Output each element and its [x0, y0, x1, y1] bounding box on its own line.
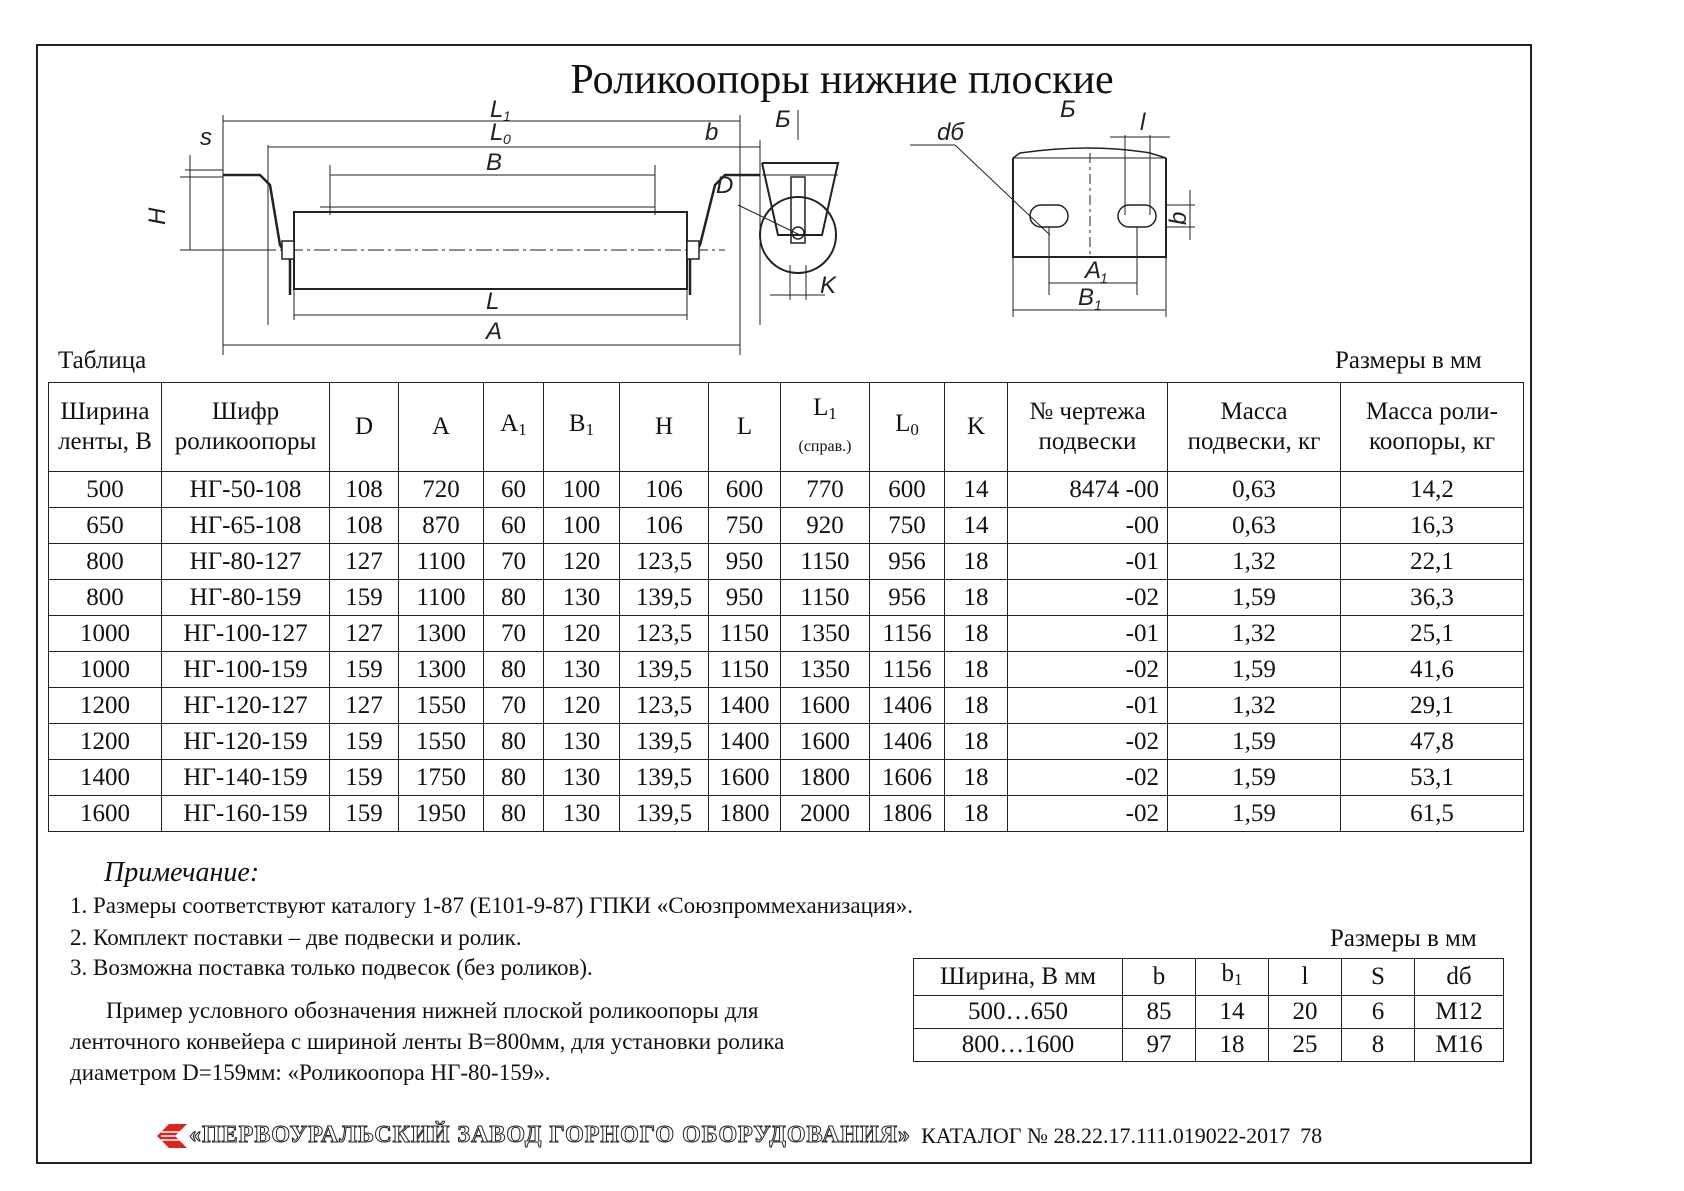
table-cell: 123,5 — [620, 544, 709, 580]
table-cell: 25 — [1269, 1029, 1342, 1062]
table-cell: 18 — [945, 544, 1008, 580]
table-cell: 8474 -00 — [1008, 472, 1168, 508]
detail-view — [910, 96, 1195, 317]
hanger-table — [913, 958, 1504, 1062]
table-cell: 1200 — [49, 688, 162, 724]
table-cell: 80 — [484, 724, 544, 760]
table-cell: 1100 — [399, 580, 484, 616]
table-cell: НГ-100-127 — [162, 616, 330, 652]
table-cell: 0,63 — [1168, 472, 1341, 508]
table-cell: 800…1600 — [914, 1029, 1123, 1062]
table-cell: 22,1 — [1341, 544, 1524, 580]
table-cell: 1100 — [399, 544, 484, 580]
table-cell: 25,1 — [1341, 616, 1524, 652]
table-cell: 650 — [49, 508, 162, 544]
table-cell: 1600 — [781, 688, 870, 724]
table-cell: 8 — [1342, 1029, 1415, 1062]
table-cell: 106 — [620, 472, 709, 508]
table-cell: 500…650 — [914, 996, 1123, 1029]
table-cell: 41,6 — [1341, 652, 1524, 688]
table-cell: 720 — [399, 472, 484, 508]
hanger-header-row: Ширина, В мм b $b_1$ l S dб — [914, 959, 1504, 996]
table-cell: -02 — [1008, 760, 1168, 796]
table-cell: -00 — [1008, 508, 1168, 544]
table-cell: 97 — [1123, 1029, 1196, 1062]
table-cell: 1000 — [49, 616, 162, 652]
dim-l0: L — [490, 119, 504, 146]
table-row — [49, 616, 1524, 652]
units-label: Размеры в мм — [1335, 347, 1482, 374]
table-cell: 47,8 — [1341, 724, 1524, 760]
note-title: Примечание: — [104, 857, 260, 888]
table-cell: 36,3 — [1341, 580, 1524, 616]
table-cell: 956 — [870, 544, 945, 580]
dim-belt-b: B — [486, 149, 503, 176]
table-cell: НГ-80-159 — [162, 580, 330, 616]
small-units-label: Размеры в мм — [1330, 925, 1477, 952]
table-cell: 1156 — [870, 652, 945, 688]
table-cell: 127 — [330, 688, 399, 724]
table-cell: 1,59 — [1168, 760, 1341, 796]
table-cell: 800 — [49, 580, 162, 616]
table-row — [914, 996, 1504, 1029]
table-cell: 1600 — [709, 760, 781, 796]
dim-a: A — [486, 318, 503, 345]
table-cell: 920 — [781, 508, 870, 544]
dim-k: K — [820, 272, 837, 299]
table-cell: 80 — [484, 580, 544, 616]
dim-d: D — [716, 172, 734, 199]
table-cell: 159 — [330, 724, 399, 760]
note-1: 1. Размеры соответствуют каталогу 1-87 (Е101-9-87) ГПКИ «Союзпроммеханизация». — [70, 893, 914, 918]
table-cell: 127 — [330, 544, 399, 580]
table-cell: 0,63 — [1168, 508, 1341, 544]
table-cell: 1,32 — [1168, 688, 1341, 724]
table-cell: 18 — [1196, 1029, 1269, 1062]
table-cell: 1800 — [709, 796, 781, 832]
footer — [155, 1122, 1322, 1149]
table-row — [49, 652, 1524, 688]
table-cell: 100 — [544, 472, 620, 508]
table-cell: 600 — [709, 472, 781, 508]
table-cell: -02 — [1008, 580, 1168, 616]
table-cell: 159 — [330, 580, 399, 616]
table-row — [914, 1029, 1504, 1062]
dim-l-small: l — [1140, 109, 1146, 136]
table-cell: 130 — [544, 652, 620, 688]
table-cell: -02 — [1008, 652, 1168, 688]
table-cell: 18 — [945, 724, 1008, 760]
table-cell: 1200 — [49, 724, 162, 760]
table-cell: 80 — [484, 760, 544, 796]
table-cell: 20 — [1269, 996, 1342, 1029]
svg-text:1: 1 — [1094, 297, 1102, 313]
table-cell: 1,32 — [1168, 544, 1341, 580]
catalog-number: КАТАЛОГ № 28.22.17.111.019022-2017 — [921, 1122, 1291, 1148]
table-cell: 800 — [49, 544, 162, 580]
dim-h: H — [144, 207, 171, 225]
svg-text:0: 0 — [503, 131, 511, 147]
table-cell: НГ-65-108 — [162, 508, 330, 544]
table-cell: 18 — [945, 616, 1008, 652]
table-header-row: Ширина ленты, В Шифр роликоопоры D A $A_1$ $B_1$ H L $L_1$ (справ.) $L_0$ K № чертежа подвески Масса подвески, кг Масса роли- коопоры, кг — [49, 383, 1524, 472]
table-cell: 14 — [945, 472, 1008, 508]
page-title: Роликоопоры нижние плоские — [570, 57, 1114, 103]
dim-b: b — [705, 119, 719, 146]
table-cell: 1300 — [399, 616, 484, 652]
table-cell: 1406 — [870, 688, 945, 724]
table-cell: 1950 — [399, 796, 484, 832]
table-cell: 123,5 — [620, 688, 709, 724]
table-cell: 120 — [544, 688, 620, 724]
table-cell: -01 — [1008, 616, 1168, 652]
table-cell: 14 — [1196, 996, 1269, 1029]
table-cell: 1400 — [709, 724, 781, 760]
table-cell: 1400 — [709, 688, 781, 724]
table-cell: НГ-160-159 — [162, 796, 330, 832]
side-view — [716, 106, 838, 300]
dim-db: dб — [937, 119, 964, 146]
table-cell: 770 — [781, 472, 870, 508]
table-cell: НГ-120-127 — [162, 688, 330, 724]
table-cell: 1606 — [870, 760, 945, 796]
table-cell: НГ-120-159 — [162, 724, 330, 760]
table-cell: 500 — [49, 472, 162, 508]
table-cell: 159 — [330, 652, 399, 688]
table-cell: 6 — [1342, 996, 1415, 1029]
table-cell: 1,59 — [1168, 652, 1341, 688]
table-cell: 29,1 — [1341, 688, 1524, 724]
company-name: «ПЕРВОУРАЛЬСКИЙ ЗАВОД ГОРНОГО ОБОРУДОВАНИЯ» — [189, 1122, 912, 1148]
table-cell: -02 — [1008, 796, 1168, 832]
table-cell: 1406 — [870, 724, 945, 760]
table-cell: 600 — [870, 472, 945, 508]
table-row — [49, 760, 1524, 796]
table-cell: 1,59 — [1168, 724, 1341, 760]
table-cell: 18 — [945, 580, 1008, 616]
table-cell: 1600 — [781, 724, 870, 760]
technical-drawing — [144, 95, 1270, 355]
table-cell: 127 — [330, 616, 399, 652]
table-cell: 139,5 — [620, 652, 709, 688]
table-cell: 1156 — [870, 616, 945, 652]
table-cell: 2000 — [781, 796, 870, 832]
table-cell: 1806 — [870, 796, 945, 832]
table-cell: 1300 — [399, 652, 484, 688]
table-cell: 120 — [544, 616, 620, 652]
table-cell: 61,5 — [1341, 796, 1524, 832]
table-cell: НГ-80-127 — [162, 544, 330, 580]
table-cell: 870 — [399, 508, 484, 544]
table-cell: -01 — [1008, 688, 1168, 724]
dim-s: s — [200, 124, 212, 151]
table-cell: 956 — [870, 580, 945, 616]
table-cell: 1350 — [781, 652, 870, 688]
table-row — [49, 580, 1524, 616]
table-cell: -02 — [1008, 724, 1168, 760]
table-cell: 139,5 — [620, 796, 709, 832]
svg-text:1: 1 — [1100, 270, 1108, 286]
note-2: 2. Комплект поставки – две подвески и ролик. — [70, 925, 522, 950]
table-cell: 1,59 — [1168, 796, 1341, 832]
table-cell: 60 — [484, 472, 544, 508]
table-cell: M16 — [1415, 1029, 1504, 1062]
table-cell: 159 — [330, 760, 399, 796]
table-cell: 123,5 — [620, 616, 709, 652]
table-cell: 1000 — [49, 652, 162, 688]
table-cell: 14,2 — [1341, 472, 1524, 508]
table-cell: 18 — [945, 796, 1008, 832]
table-cell: 950 — [709, 544, 781, 580]
dim-b1: b — [1165, 211, 1192, 225]
table-cell: 1150 — [781, 580, 870, 616]
table-cell: 159 — [330, 796, 399, 832]
dim-l1: L — [490, 96, 504, 123]
table-cell: НГ-140-159 — [162, 760, 330, 796]
table-cell: 130 — [544, 796, 620, 832]
table-cell: 1550 — [399, 724, 484, 760]
dim-b1-bottom: B — [1078, 284, 1095, 311]
table-cell: НГ-50-108 — [162, 472, 330, 508]
table-cell: 60 — [484, 508, 544, 544]
table-cell: 1600 — [49, 796, 162, 832]
table-cell: 80 — [484, 652, 544, 688]
table-cell: 750 — [870, 508, 945, 544]
table-cell: 1,32 — [1168, 616, 1341, 652]
table-cell: 950 — [709, 580, 781, 616]
table-cell: 18 — [945, 688, 1008, 724]
table-cell: M12 — [1415, 996, 1504, 1029]
table-cell: 53,1 — [1341, 760, 1524, 796]
table-row — [49, 544, 1524, 580]
table-cell: 139,5 — [620, 724, 709, 760]
front-view — [144, 96, 760, 355]
table-cell: 1750 — [399, 760, 484, 796]
table-cell: 14 — [945, 508, 1008, 544]
dim-l: L — [486, 288, 500, 315]
table-cell: 130 — [544, 580, 620, 616]
table-label: Таблица — [58, 347, 147, 374]
table-cell: 80 — [484, 796, 544, 832]
table-cell: 1350 — [781, 616, 870, 652]
table-cell: 130 — [544, 724, 620, 760]
svg-text:Б: Б — [775, 106, 791, 133]
table-cell: 1150 — [781, 544, 870, 580]
dim-a1: A — [1085, 257, 1102, 284]
table-row — [49, 796, 1524, 832]
table-cell: 1400 — [49, 760, 162, 796]
table-cell: 100 — [544, 508, 620, 544]
table-cell: 1800 — [781, 760, 870, 796]
table-cell: 120 — [544, 544, 620, 580]
table-cell: 70 — [484, 544, 544, 580]
table-cell: 139,5 — [620, 760, 709, 796]
page-number: 78 — [1300, 1122, 1323, 1148]
svg-text:1: 1 — [503, 108, 511, 124]
table-cell: 1150 — [709, 652, 781, 688]
table-cell: 1150 — [709, 616, 781, 652]
dimensions-table — [48, 382, 1524, 832]
table-cell: 139,5 — [620, 580, 709, 616]
table-cell: 18 — [945, 760, 1008, 796]
table-cell: 16,3 — [1341, 508, 1524, 544]
table-row — [49, 688, 1524, 724]
table-cell: 106 — [620, 508, 709, 544]
table-cell: -01 — [1008, 544, 1168, 580]
table-cell: 108 — [330, 508, 399, 544]
note-3: 3. Возможна поставка только подвесок (без роликов). — [70, 955, 593, 980]
table-cell: 750 — [709, 508, 781, 544]
table-cell: 1550 — [399, 688, 484, 724]
svg-text:Б: Б — [1060, 96, 1076, 123]
example-designation: Пример условного обозначения нижней плоской роликоопоры для ленточного конвейера с шириной ленты B=800мм, для установки ролика диаметром D=159мм: «Роликоопора НГ-80-159». — [70, 998, 785, 1085]
table-cell: 130 — [544, 760, 620, 796]
table-row — [49, 508, 1524, 544]
table-cell: 1,59 — [1168, 580, 1341, 616]
company-logo-icon — [155, 1123, 189, 1149]
table-cell: 108 — [330, 472, 399, 508]
table-cell: 18 — [945, 652, 1008, 688]
table-cell: НГ-100-159 — [162, 652, 330, 688]
table-row — [49, 472, 1524, 508]
table-cell: 70 — [484, 616, 544, 652]
table-row — [49, 724, 1524, 760]
table-cell: 85 — [1123, 996, 1196, 1029]
table-cell: 70 — [484, 688, 544, 724]
